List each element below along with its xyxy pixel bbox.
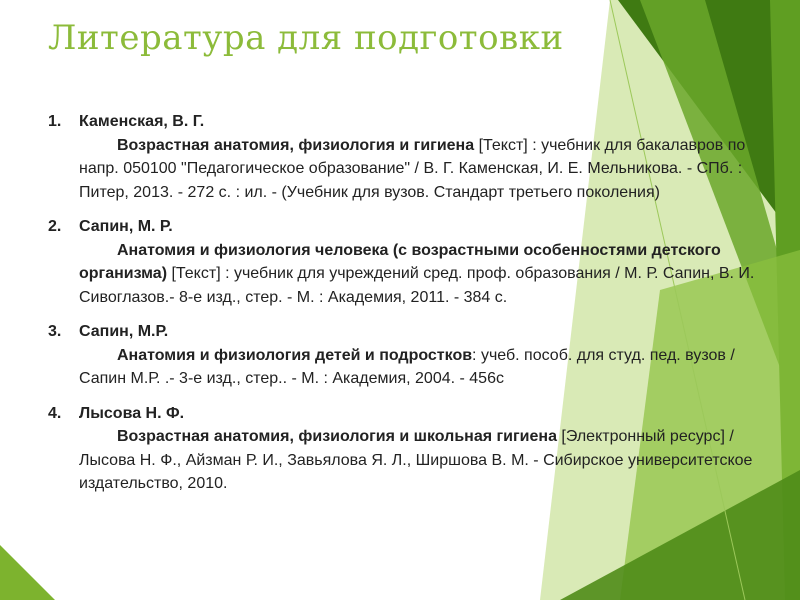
reference-details: : учеб. пособ. для студ. пед. вузов / Сапин М.Р. .- 3-е изд., стер.. - М. : Академия, 2004. - 456с [79, 346, 735, 387]
reference-item [48, 320, 776, 391]
reference-title: Возрастная анатомия, физиология и школьная гигиена [117, 428, 557, 445]
reference-body [79, 344, 776, 391]
reference-body [79, 425, 776, 496]
reference-details: [Текст] : учебник для учреждений сред. проф. образования / М. Р. Сапин, В. И. Сивоглазов.- 8-е изд., стер. - М. : Академия, 2011. - 384 с. [79, 265, 755, 306]
reference-details: [Текст] : учебник для бакалавров по напр. 050100 "Педагогическое образование" / В. Г. Каменская, И. Е. Мельникова. - СПб. : Питер, 2013. - 272 с. : ил. - (Учебник для вузов. Стандарт третьего поколения) [79, 136, 746, 201]
reference-item [48, 110, 776, 204]
reference-body [79, 239, 776, 310]
reference-item [48, 402, 776, 496]
slide-title: Литература для подготовки [48, 18, 564, 58]
reference-author: Каменская, В. Г. [79, 113, 205, 130]
reference-item [48, 215, 776, 309]
reference-number: 4. [48, 404, 62, 422]
reference-title: Возрастная анатомия, физиология и гигиена [117, 136, 475, 154]
green-band-left-corner [0, 545, 55, 600]
reference-details: [Электронный ресурс] / Лысова Н. Ф., Айзман Р. И., Завьялова Я. Л., Ширшова В. М. - Сибирское университетское издательство, 2010. [79, 428, 753, 492]
reference-author: Сапин, М. Р. [79, 218, 173, 235]
reference-list [48, 110, 776, 507]
reference-number: 2. [48, 218, 62, 235]
reference-title: Анатомия и физиология детей и подростков [117, 346, 473, 364]
reference-number: 3. [48, 323, 62, 340]
reference-number: 1. [48, 113, 62, 130]
reference-author: Сапин, М.Р. [79, 323, 169, 340]
reference-title: Анатомия и физиология человека (с возрастными особенностями детского организма) [79, 241, 721, 282]
reference-author: Лысова Н. Ф. [79, 404, 185, 422]
reference-body [79, 134, 776, 205]
